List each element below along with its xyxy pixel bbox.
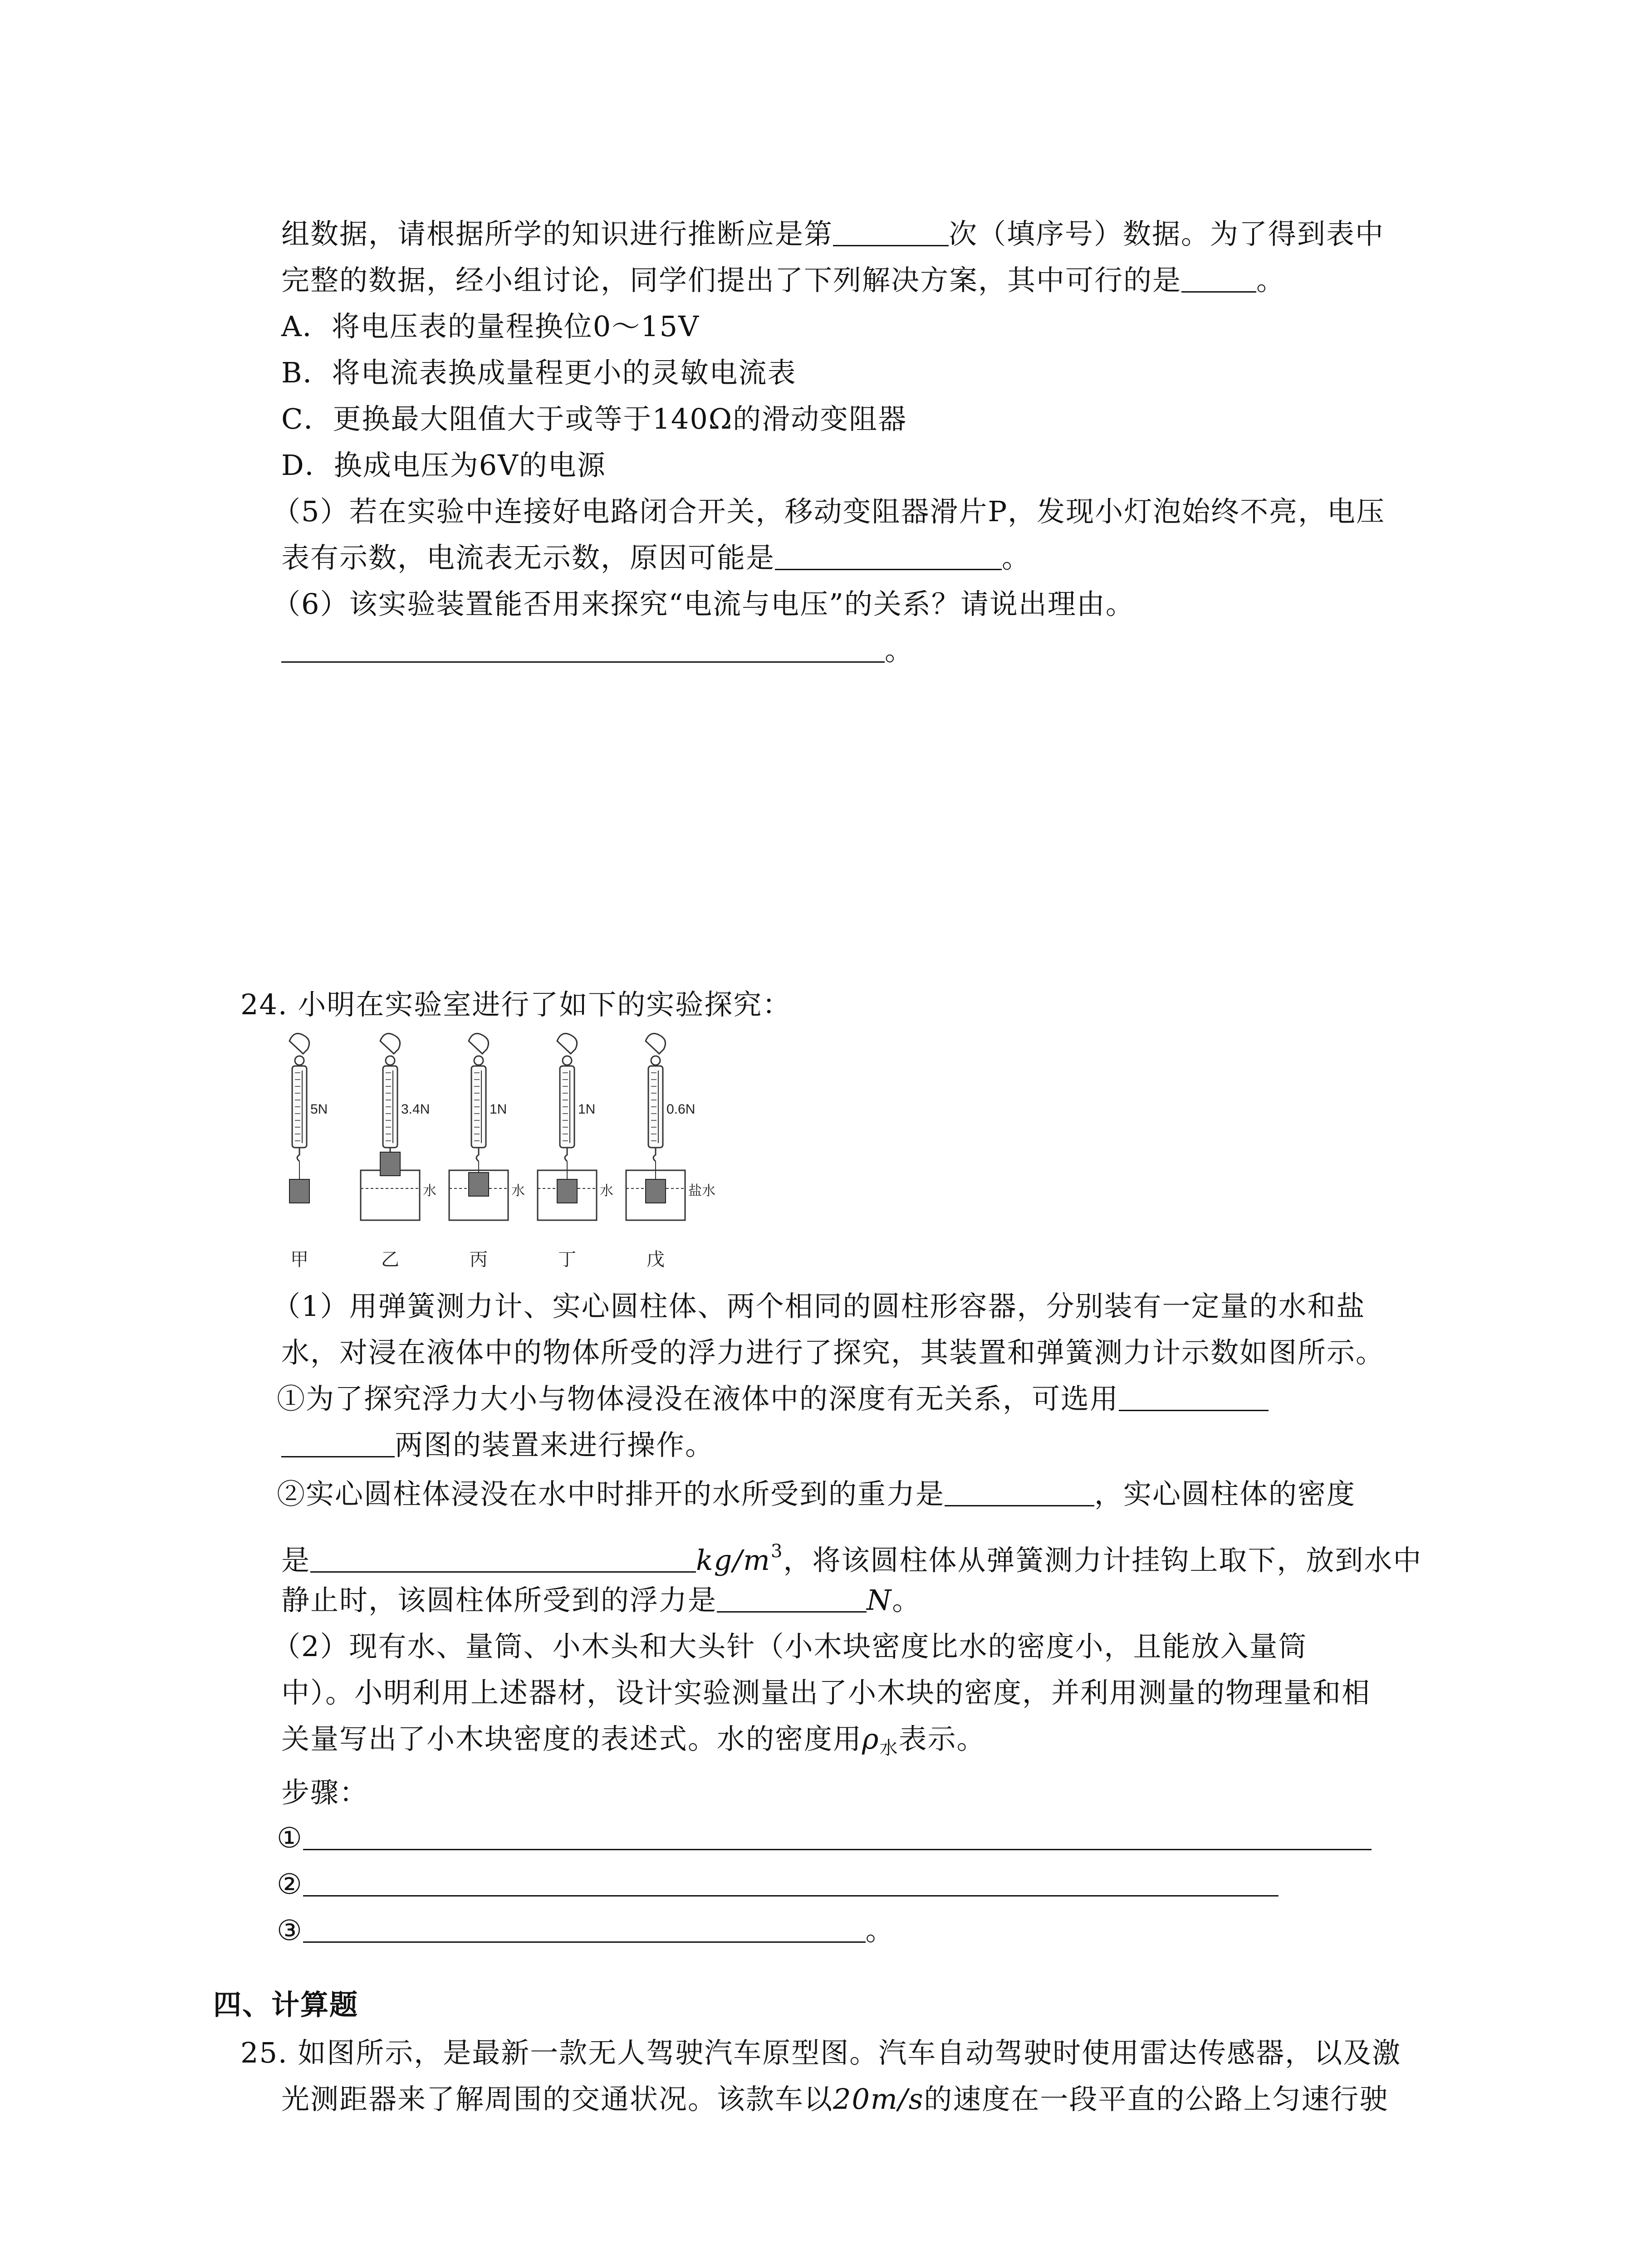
hand-icon — [557, 1034, 577, 1054]
liquid-label: 盐水 — [688, 1183, 715, 1198]
liquid-label: 水 — [423, 1183, 436, 1198]
q23-part6-text-b: 。 — [885, 634, 914, 667]
q23-line-1 — [281, 216, 1384, 252]
scale-reading: 0.6N — [666, 1102, 696, 1117]
q25-speed-value: 20m/s — [833, 2082, 924, 2116]
q24-step-3-end: 。 — [865, 1914, 895, 1947]
setup-2 — [361, 1034, 436, 1270]
q23-line-1-text-b: 次（填序号）数据。为了得到表中 — [949, 217, 1385, 250]
q24-density-unit: kg/m — [696, 1544, 771, 1577]
q24-part1-text-1: （1）用弹簧测力计、实心圆柱体、两个相同的圆柱形容器，分别装有一定量的水和盐 — [272, 1290, 1366, 1323]
q24-sub2-text-2a: 是 — [281, 1544, 311, 1577]
q24-sub2-text-1a: ②实心圆柱体浸没在水中时排开的水所受到的重力是 — [277, 1477, 945, 1510]
q23-option-d-text: D．换成电压为6V的电源 — [281, 449, 606, 482]
q24-sub1-line-1 — [277, 1381, 1269, 1417]
q24-sub2-line-1 — [277, 1476, 1356, 1512]
q24-blank-step-3[interactable] — [303, 1913, 866, 1943]
scale-ring — [563, 1056, 572, 1065]
q24-step-1-marker: ① — [277, 1821, 303, 1854]
q23-option-a-text: A．将电压表的量程换位0～15V — [281, 310, 700, 343]
q24-step-2 — [277, 1866, 1279, 1902]
scale-reading: 1N — [490, 1102, 507, 1117]
q23-option-a — [281, 308, 700, 345]
setup-3 — [449, 1034, 525, 1270]
setup-5 — [626, 1034, 715, 1270]
q24-rho-symbol: ρ — [862, 1722, 880, 1755]
hand-icon — [289, 1034, 309, 1054]
q24-blank-figures-b[interactable] — [281, 1428, 395, 1457]
hand-icon — [469, 1034, 489, 1054]
q23-part5-text-a: 表有示数，电流表无示数，原因可能是 — [281, 541, 775, 574]
hand-icon — [380, 1034, 400, 1054]
figure-label: 乙 — [381, 1249, 399, 1270]
q23-blank-option[interactable] — [1181, 263, 1256, 293]
scale-ring — [295, 1056, 304, 1065]
q24-step-3-marker: ③ — [277, 1914, 303, 1947]
q23-blank-explanation[interactable] — [281, 633, 885, 663]
q23-part6-text: （6）该实验装置能否用来探究“电流与电压”的关系？请说出理由。 — [272, 587, 1135, 621]
scale-ring — [386, 1056, 395, 1065]
q24-sub1-text-2: 两图的装置来进行操作。 — [395, 1428, 715, 1461]
hand-icon — [646, 1034, 666, 1054]
q23-part5-text-b: 。 — [1002, 541, 1031, 574]
q24-part2-line-2 — [281, 1675, 1371, 1711]
q23-line-2-text-b: 。 — [1256, 264, 1286, 297]
q24-part2-text-3a: 关量写出了小木块密度的表述式。水的密度用 — [281, 1722, 862, 1755]
cylinder — [289, 1179, 309, 1203]
cylinder — [380, 1152, 400, 1176]
q24-title-text: 24. 小明在实验室进行了如下的实验探究： — [240, 988, 792, 1021]
q23-part6-line-1 — [272, 586, 1135, 622]
cylinder — [469, 1173, 489, 1196]
scale-ring — [651, 1056, 660, 1065]
q24-steps-label-text: 步骤： — [281, 1776, 369, 1809]
q24-sub2-text-3a: 静止时，该圆柱体所受到的浮力是 — [281, 1584, 717, 1617]
q23-option-c — [281, 401, 907, 437]
q23-part6-line-2 — [281, 632, 914, 669]
q24-sub2-line-3 — [281, 1582, 921, 1618]
q23-line-2-text-a: 完整的数据，经小组讨论，同学们提出了下列解决方案，其中可行的是 — [281, 264, 1182, 297]
q24-sub2-text-3b: 。 — [892, 1584, 921, 1617]
q24-rho-subscript: 水 — [879, 1738, 899, 1759]
q24-steps-label — [281, 1774, 368, 1811]
q25-line-2-text-a: 光测距器来了解周围的交通状况。该款车以 — [281, 2082, 833, 2116]
q24-force-unit: N — [867, 1584, 892, 1617]
q24-blank-step-1[interactable] — [303, 1821, 1372, 1850]
setup-1 — [289, 1034, 328, 1270]
q24-density-unit-exponent: 3 — [770, 1541, 784, 1562]
q23-part5-line-1 — [272, 494, 1385, 530]
scale-reading: 3.4N — [401, 1102, 430, 1117]
scale-hook — [476, 1148, 479, 1161]
scale-hook — [653, 1148, 656, 1161]
q24-part2-text-2: 中）。小明利用上述器材，设计实验测量出了小木块的密度，并利用测量的物理量和相 — [281, 1676, 1371, 1709]
q25-line-2-text-b: 的速度在一段平直的公路上匀速行驶 — [924, 2082, 1389, 2116]
figure-label: 丁 — [558, 1249, 576, 1270]
cylinder — [646, 1179, 666, 1203]
q24-part2-text-3b: 表示。 — [898, 1722, 986, 1755]
q24-sub1-line-2 — [281, 1427, 714, 1463]
figure-label: 戊 — [647, 1249, 665, 1270]
q23-option-d — [281, 447, 606, 484]
figure-label: 丙 — [470, 1249, 488, 1270]
q24-sub2-text-2b: ，将该圆柱体从弹簧测力计挂钩上取下，放到水中 — [783, 1544, 1422, 1577]
q24-step-2-marker: ② — [277, 1867, 303, 1901]
q23-option-b-text: B．将电流表换成量程更小的灵敏电流表 — [281, 356, 797, 389]
q23-blank-reason[interactable] — [775, 541, 1002, 570]
q24-part1-text-2: 水，对浸在液体中的物体所受的浮力进行了探究，其装置和弹簧测力计示数如图所示。 — [281, 1336, 1385, 1369]
q24-part2-text-1: （2）现有水、量筒、小木头和大头针（小木块密度比水的密度小，且能放入量筒 — [272, 1630, 1308, 1663]
section-4-title — [213, 1987, 358, 2023]
q23-part5-line-2 — [281, 540, 1031, 576]
liquid-label: 水 — [511, 1183, 525, 1198]
q24-blank-density[interactable] — [310, 1543, 696, 1573]
scale-ring — [474, 1056, 483, 1065]
q24-part1-line-2 — [281, 1334, 1385, 1371]
q24-sub1-text-1: ①为了探究浮力大小与物体浸没在液体中的深度有无关系，可选用 — [277, 1382, 1119, 1415]
q25-line-1-text: 25. 如图所示，是最新一款无人驾驶汽车原型图。汽车自动驾驶时使用雷达传感器，以及激 — [240, 2036, 1401, 2069]
q24-blank-buoyancy[interactable] — [717, 1583, 867, 1613]
q24-step-1 — [277, 1820, 1372, 1856]
section-4-title-text: 四、计算题 — [213, 1988, 359, 2021]
scale-hook — [297, 1148, 299, 1161]
q25-line-1 — [240, 2035, 1401, 2071]
q23-part5-text: （5）若在实验中连接好电路闭合开关，移动变阻器滑片P，发现小灯泡始终不亮，电压 — [272, 495, 1386, 528]
q25-line-2 — [281, 2081, 1388, 2117]
beaker — [361, 1170, 420, 1220]
spring-scale-figure — [272, 1030, 771, 1284]
scale-hook — [565, 1148, 567, 1161]
q23-blank-sequence[interactable] — [833, 217, 949, 246]
setup-4 — [538, 1034, 613, 1270]
q24-sub2-text-1b: ，实心圆柱体的密度 — [1094, 1477, 1356, 1510]
scale-reading: 5N — [310, 1102, 328, 1117]
scale-reading: 1N — [578, 1102, 596, 1117]
q24-part2-line-1 — [272, 1628, 1307, 1665]
q23-option-c-text: C．更换最大阻值大于或等于140Ω的滑动变阻器 — [281, 402, 907, 435]
q23-option-b — [281, 355, 797, 391]
q24-step-3 — [277, 1912, 895, 1949]
q24-blank-step-2[interactable] — [303, 1867, 1279, 1897]
liquid-label: 水 — [600, 1183, 613, 1198]
q23-line-1-text-a: 组数据，请根据所学的知识进行推断应是第 — [281, 217, 833, 250]
q24-part1-line-1 — [272, 1288, 1365, 1325]
q24-title — [240, 987, 791, 1023]
q23-line-2 — [281, 262, 1285, 298]
q24-sub2-line-2 — [281, 1533, 1422, 1579]
q24-blank-figures-a[interactable] — [1119, 1382, 1269, 1411]
q24-blank-displaced-weight[interactable] — [945, 1477, 1094, 1506]
figure-label: 甲 — [290, 1249, 309, 1270]
cylinder — [557, 1179, 577, 1203]
q24-part2-line-3 — [281, 1721, 985, 1766]
